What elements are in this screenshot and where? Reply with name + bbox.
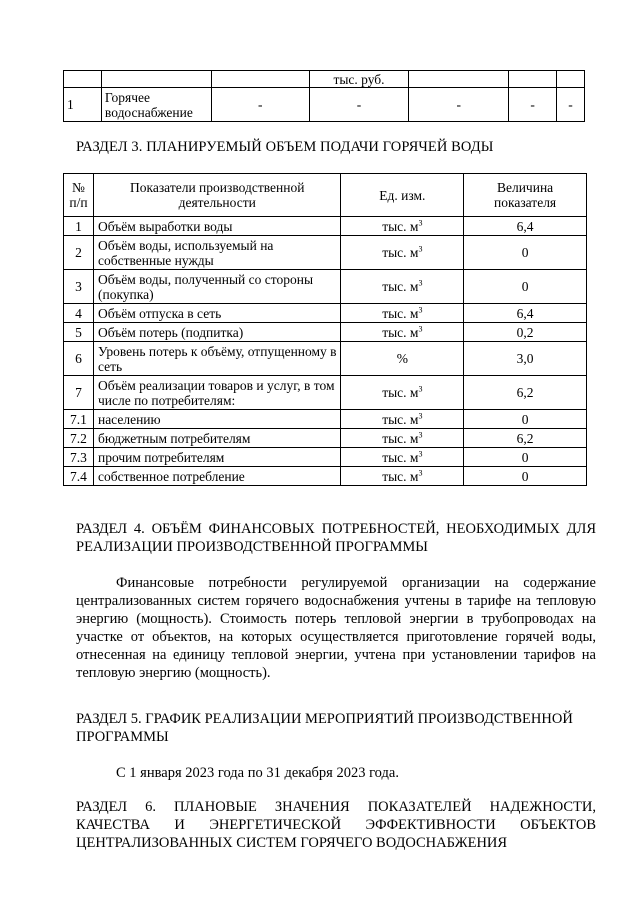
- unit-exponent: 3: [418, 305, 423, 314]
- table-row: [64, 236, 587, 270]
- cell: -: [509, 88, 557, 122]
- row-unit: [341, 236, 464, 270]
- table-row: [64, 448, 587, 467]
- unit-exponent: 3: [418, 468, 423, 477]
- row-value: 0: [464, 236, 587, 270]
- row-number: 7.4: [64, 467, 94, 486]
- row-name: бюджетным потребителям: [93, 429, 341, 448]
- unit-exponent: 3: [418, 430, 423, 439]
- unit-text: тыс. м: [382, 468, 419, 484]
- cell: -: [557, 88, 585, 122]
- row-number: 2: [64, 236, 94, 270]
- header-unit: Ед. изм.: [341, 174, 464, 217]
- table-row: [64, 270, 587, 304]
- table-row: [64, 342, 587, 376]
- section4-paragraph: Финансовые потребности регулируемой организации на содержание централизованных систем горячего водоснабжения учтены в тарифе на тепловую энергию (мощность). Стоимость потерь тепловой энергии в трубопроводах на участке от объектов, на которых осуществляется приготовление горячей воды, отнесенная на единицу тепловой энергии, учтена при установлении тарифов на тепловую энергию (мощность).: [76, 575, 596, 681]
- header-num: № п/п: [64, 174, 94, 217]
- row-number: 7.3: [64, 448, 94, 467]
- row-value: 6,4: [464, 217, 587, 236]
- table-row: [64, 467, 587, 486]
- unit-text: тыс. м: [382, 218, 419, 234]
- row-unit: [341, 410, 464, 429]
- row-name: Объём потерь (подпитка): [93, 323, 341, 342]
- unit-exponent: 3: [418, 244, 423, 254]
- table-row: [64, 217, 587, 236]
- header-value: Величина показателя: [464, 174, 587, 217]
- row-unit: [341, 304, 464, 323]
- table-row: [64, 410, 587, 429]
- row-value: 0: [464, 410, 587, 429]
- row-number: 5: [64, 323, 94, 342]
- section6-title: РАЗДЕЛ 6. ПЛАНОВЫЕ ЗНАЧЕНИЯ ПОКАЗАТЕЛЕЙ НАДЕЖНОСТИ, КАЧЕСТВА И ЭНЕРГЕТИЧЕСКОЙ ЭФФЕКТИВНОСТИ ОБЪЕКТОВ ЦЕНТРАЛИЗОВАННЫХ СИСТЕМ ГОРЯЧЕГО ВОДОСНАБЖЕНИЯ: [76, 799, 596, 851]
- table-row: [64, 323, 587, 342]
- row-name: Объём отпуска в сеть: [93, 304, 341, 323]
- unit-text: тыс. м: [382, 305, 419, 321]
- row-number: 7.1: [64, 410, 94, 429]
- unit-exponent: 3: [418, 384, 423, 394]
- unit-exponent: 3: [418, 324, 423, 333]
- row-value: 0: [464, 270, 587, 304]
- cell: -: [211, 88, 309, 122]
- row-name: Горячее водоснабжение: [101, 88, 211, 122]
- section5-title: РАЗДЕЛ 5. ГРАФИК РЕАЛИЗАЦИИ МЕРОПРИЯТИЙ ПРОИЗВОДСТВЕННОЙ ПРОГРАММЫ: [76, 711, 573, 745]
- hot-water-volume-table: [63, 173, 587, 486]
- unit-exponent: 3: [418, 449, 423, 458]
- section4-title: РАЗДЕЛ 4. ОБЪЁМ ФИНАНСОВЫХ ПОТРЕБНОСТЕЙ, НЕОБХОДИМЫХ ДЛЯ РЕАЛИЗАЦИИ ПРОИЗВОДСТВЕННОЙ ПРОГРАММЫ: [76, 521, 596, 555]
- table-row: [64, 88, 585, 122]
- row-unit: [341, 217, 464, 236]
- unit-text: %: [396, 351, 408, 366]
- row-unit: [341, 448, 464, 467]
- row-value: 6,2: [464, 429, 587, 448]
- row-number: 7: [64, 376, 94, 410]
- table-row: [64, 71, 585, 88]
- row-value: 0,2: [464, 323, 587, 342]
- unit-text: тыс. м: [382, 279, 419, 294]
- cell: -: [409, 88, 509, 122]
- row-number: 4: [64, 304, 94, 323]
- table-header-row: [64, 174, 587, 217]
- row-number: 3: [64, 270, 94, 304]
- row-unit: [341, 467, 464, 486]
- section5-paragraph: С 1 января 2023 года по 31 декабря 2023 года.: [116, 765, 399, 781]
- row-name: Уровень потерь к объёму, отпущенному в сеть: [93, 342, 341, 376]
- unit-text: тыс. м: [382, 411, 419, 427]
- row-name: Объём выработки воды: [93, 217, 341, 236]
- unit-text: тыс. м: [382, 430, 419, 446]
- cell: -: [309, 88, 409, 122]
- row-name: прочим потребителям: [93, 448, 341, 467]
- row-number: 1: [64, 217, 94, 236]
- row-value: 3,0: [464, 342, 587, 376]
- top-table-fragment: [63, 70, 585, 122]
- table-row: [64, 376, 587, 410]
- unit-cell: тыс. руб.: [309, 71, 409, 88]
- row-unit: [341, 323, 464, 342]
- row-name: Объём воды, используемый на собственные нужды: [93, 236, 341, 270]
- row-value: 0: [464, 467, 587, 486]
- row-value: 6,4: [464, 304, 587, 323]
- unit-exponent: 3: [418, 278, 423, 288]
- row-number: 6: [64, 342, 94, 376]
- row-name: Объём реализации товаров и услуг, в том числе по потребителям:: [93, 376, 341, 410]
- row-value: 0: [464, 448, 587, 467]
- row-number: 7.2: [64, 429, 94, 448]
- unit-text: тыс. м: [382, 324, 419, 340]
- row-value: 6,2: [464, 376, 587, 410]
- unit-text: тыс. м: [382, 385, 419, 400]
- table-row: [64, 429, 587, 448]
- row-unit: [341, 270, 464, 304]
- table-row: [64, 304, 587, 323]
- unit-text: тыс. м: [382, 245, 419, 260]
- row-unit: [341, 342, 464, 376]
- row-name: Объём воды, полученный со стороны (покупка): [93, 270, 341, 304]
- row-name: собственное потребление: [93, 467, 341, 486]
- row-unit: [341, 429, 464, 448]
- row-number: 1: [64, 88, 102, 122]
- header-name: Показатели производственной деятельности: [93, 174, 341, 217]
- unit-exponent: 3: [418, 218, 423, 227]
- unit-text: тыс. м: [382, 449, 419, 465]
- section3-title: РАЗДЕЛ 3. ПЛАНИРУЕМЫЙ ОБЪЕМ ПОДАЧИ ГОРЯЧЕЙ ВОДЫ: [76, 139, 494, 155]
- row-unit: [341, 376, 464, 410]
- unit-exponent: 3: [418, 411, 423, 420]
- row-name: населению: [93, 410, 341, 429]
